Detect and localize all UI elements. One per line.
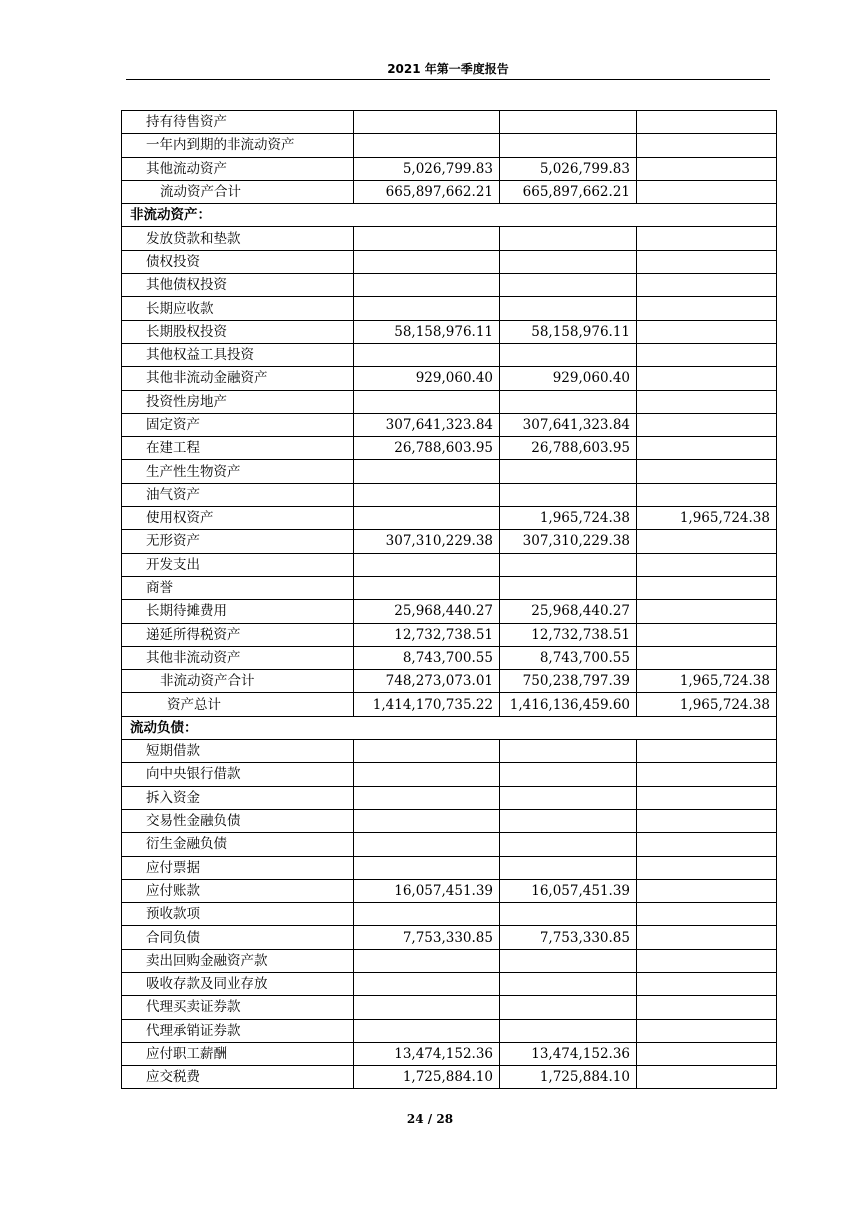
amount-cell-col3 [637,623,777,646]
row-label: 衍生金融负债 [122,833,354,856]
amount-cell-col2 [500,227,637,250]
row-label: 使用权资产 [122,507,354,530]
header-divider [126,79,770,80]
amount-cell-col3 [637,437,777,460]
amount-cell-col1: 25,968,440.27 [354,600,500,623]
amount-cell-col2 [500,111,637,134]
amount-cell-col1: 665,897,662.21 [354,180,500,203]
amount-cell-col1 [354,833,500,856]
row-label: 应付票据 [122,856,354,879]
amount-cell-col2: 58,158,976.11 [500,320,637,343]
page-number: 24 / 28 [406,1112,454,1126]
row-label: 非流动资产合计 [122,670,354,693]
amount-cell-col2: 7,753,330.85 [500,926,637,949]
amount-cell-col1 [354,250,500,273]
amount-cell-col3 [637,227,777,250]
amount-cell-col1: 307,641,323.84 [354,413,500,436]
table-row [122,786,777,809]
amount-cell-col2: 12,732,738.51 [500,623,637,646]
table-row [122,134,777,157]
row-label: 生产性生物资产 [122,460,354,483]
row-label: 其他非流动资产 [122,646,354,669]
amount-cell-col3 [637,483,777,506]
row-label: 油气资产 [122,483,354,506]
amount-cell-col2 [500,297,637,320]
row-label: 资产总计 [122,693,354,716]
amount-cell-col2 [500,949,637,972]
amount-cell-col2 [500,763,637,786]
amount-cell-col3 [637,926,777,949]
amount-cell-col1: 1,725,884.10 [354,1066,500,1089]
table-row [122,437,777,460]
amount-cell-col1: 13,474,152.36 [354,1042,500,1065]
table-row [122,576,777,599]
amount-cell-col1 [354,507,500,530]
amount-cell-col3 [637,576,777,599]
amount-cell-col2 [500,390,637,413]
amount-cell-col1 [354,996,500,1019]
amount-cell-col3 [637,274,777,297]
amount-cell-col1 [354,903,500,926]
table-row [122,250,777,273]
row-label: 一年内到期的非流动资产 [122,134,354,157]
amount-cell-col1 [354,134,500,157]
amount-cell-col3 [637,367,777,390]
table-row [122,413,777,436]
table-row [122,180,777,203]
amount-cell-col1: 58,158,976.11 [354,320,500,343]
amount-cell-col3 [637,530,777,553]
row-label: 其他债权投资 [122,274,354,297]
amount-cell-col2: 25,968,440.27 [500,600,637,623]
row-label: 应付职工薪酬 [122,1042,354,1065]
table-row [122,1042,777,1065]
amount-cell-col1 [354,576,500,599]
table-row [122,763,777,786]
amount-cell-col1 [354,949,500,972]
amount-cell-col3 [637,180,777,203]
amount-cell-col2 [500,343,637,366]
table-row [122,949,777,972]
amount-cell-col2 [500,786,637,809]
table-row [122,740,777,763]
amount-cell-col3 [637,879,777,902]
amount-cell-col2 [500,460,637,483]
row-label: 长期待摊费用 [122,600,354,623]
section-heading: 非流动资产： [122,204,777,227]
amount-cell-col3 [637,390,777,413]
amount-cell-col2: 665,897,662.21 [500,180,637,203]
amount-cell-col2 [500,483,637,506]
amount-cell-col1 [354,343,500,366]
amount-cell-col3 [637,809,777,832]
table-row [122,926,777,949]
amount-cell-col1 [354,553,500,576]
row-label: 债权投资 [122,250,354,273]
table-row [122,833,777,856]
amount-cell-col2 [500,553,637,576]
amount-cell-col1 [354,227,500,250]
amount-cell-col2: 1,416,136,459.60 [500,693,637,716]
amount-cell-col2 [500,903,637,926]
table-row [122,530,777,553]
amount-cell-col2 [500,576,637,599]
amount-cell-col2: 307,310,229.38 [500,530,637,553]
table-row [122,972,777,995]
amount-cell-col2 [500,972,637,995]
amount-cell-col3: 1,965,724.38 [637,507,777,530]
row-label: 卖出回购金融资产款 [122,949,354,972]
amount-cell-col1 [354,972,500,995]
table-row [122,320,777,343]
row-label: 其他流动资产 [122,157,354,180]
amount-cell-col2 [500,856,637,879]
row-label: 应交税费 [122,1066,354,1089]
amount-cell-col2: 13,474,152.36 [500,1042,637,1065]
amount-cell-col3 [637,343,777,366]
amount-cell-col1: 26,788,603.95 [354,437,500,460]
amount-cell-col3 [637,320,777,343]
amount-cell-col1 [354,111,500,134]
row-label: 吸收存款及同业存放 [122,972,354,995]
table-row [122,903,777,926]
row-label: 在建工程 [122,437,354,460]
amount-cell-col2 [500,996,637,1019]
row-label: 其他权益工具投资 [122,343,354,366]
amount-cell-col1 [354,483,500,506]
amount-cell-col1: 929,060.40 [354,367,500,390]
amount-cell-col3 [637,553,777,576]
amount-cell-col3 [637,1019,777,1042]
table-row [122,553,777,576]
amount-cell-col2: 1,725,884.10 [500,1066,637,1089]
amount-cell-col1 [354,856,500,879]
amount-cell-col3 [637,111,777,134]
amount-cell-col1 [354,740,500,763]
table-row [122,1066,777,1089]
row-label: 短期借款 [122,740,354,763]
balance-sheet-table [121,110,777,1089]
amount-cell-col1 [354,763,500,786]
row-label: 交易性金融负债 [122,809,354,832]
row-label: 代理承销证券款 [122,1019,354,1042]
amount-cell-col3 [637,600,777,623]
table-row [122,879,777,902]
row-label: 商誉 [122,576,354,599]
table-row [122,623,777,646]
amount-cell-col3 [637,996,777,1019]
row-label: 应付账款 [122,879,354,902]
amount-cell-col3 [637,786,777,809]
row-label: 流动资产合计 [122,180,354,203]
amount-cell-col3: 1,965,724.38 [637,693,777,716]
table-row [122,157,777,180]
table-row [122,600,777,623]
amount-cell-col2: 1,965,724.38 [500,507,637,530]
amount-cell-col1: 7,753,330.85 [354,926,500,949]
amount-cell-col2: 307,641,323.84 [500,413,637,436]
amount-cell-col3 [637,1042,777,1065]
table-row [122,483,777,506]
amount-cell-col3 [637,972,777,995]
amount-cell-col3 [637,413,777,436]
row-label: 其他非流动金融资产 [122,367,354,390]
row-label: 固定资产 [122,413,354,436]
amount-cell-col3: 1,965,724.38 [637,670,777,693]
balance-sheet-body [122,111,777,1089]
table-row [122,693,777,716]
row-label: 发放贷款和垫款 [122,227,354,250]
amount-cell-col1 [354,786,500,809]
amount-cell-col1 [354,390,500,413]
amount-cell-col1: 1,414,170,735.22 [354,693,500,716]
table-row [122,367,777,390]
amount-cell-col2 [500,274,637,297]
table-row [122,390,777,413]
amount-cell-col1 [354,1019,500,1042]
table-row [122,646,777,669]
amount-cell-col1 [354,460,500,483]
amount-cell-col3 [637,157,777,180]
row-label: 拆入资金 [122,786,354,809]
table-section-row [122,716,777,739]
table-row [122,670,777,693]
amount-cell-col2: 5,026,799.83 [500,157,637,180]
amount-cell-col3 [637,646,777,669]
table-row [122,856,777,879]
row-label: 代理买卖证券款 [122,996,354,1019]
amount-cell-col2: 16,057,451.39 [500,879,637,902]
row-label: 向中央银行借款 [122,763,354,786]
amount-cell-col1: 307,310,229.38 [354,530,500,553]
report-header-title: 2021 年第一季度报告 [387,62,509,76]
amount-cell-col2 [500,809,637,832]
amount-cell-col3 [637,856,777,879]
amount-cell-col3 [637,949,777,972]
amount-cell-col1 [354,297,500,320]
row-label: 开发支出 [122,553,354,576]
amount-cell-col2: 750,238,797.39 [500,670,637,693]
amount-cell-col3 [637,740,777,763]
amount-cell-col3 [637,833,777,856]
row-label: 持有待售资产 [122,111,354,134]
row-label: 合同负债 [122,926,354,949]
table-row [122,343,777,366]
table-row [122,227,777,250]
amount-cell-col1 [354,274,500,297]
amount-cell-col1 [354,809,500,832]
row-label: 预收款项 [122,903,354,926]
row-label: 长期应收款 [122,297,354,320]
table-row [122,297,777,320]
amount-cell-col1: 12,732,738.51 [354,623,500,646]
amount-cell-col3 [637,460,777,483]
table-row [122,1019,777,1042]
amount-cell-col2 [500,833,637,856]
amount-cell-col1: 748,273,073.01 [354,670,500,693]
amount-cell-col2 [500,250,637,273]
row-label: 投资性房地产 [122,390,354,413]
amount-cell-col2: 26,788,603.95 [500,437,637,460]
table-section-row [122,204,777,227]
amount-cell-col2 [500,1019,637,1042]
table-row [122,507,777,530]
table-row [122,111,777,134]
amount-cell-col1: 16,057,451.39 [354,879,500,902]
amount-cell-col3 [637,1066,777,1089]
amount-cell-col2: 929,060.40 [500,367,637,390]
amount-cell-col2: 8,743,700.55 [500,646,637,669]
row-label: 无形资产 [122,530,354,553]
table-row [122,809,777,832]
row-label: 递延所得税资产 [122,623,354,646]
amount-cell-col1: 5,026,799.83 [354,157,500,180]
amount-cell-col1: 8,743,700.55 [354,646,500,669]
amount-cell-col3 [637,250,777,273]
row-label: 长期股权投资 [122,320,354,343]
amount-cell-col3 [637,763,777,786]
amount-cell-col3 [637,134,777,157]
table-row [122,274,777,297]
table-row [122,460,777,483]
amount-cell-col2 [500,740,637,763]
table-row [122,996,777,1019]
amount-cell-col3 [637,903,777,926]
amount-cell-col2 [500,134,637,157]
amount-cell-col3 [637,297,777,320]
section-heading: 流动负债： [122,716,777,739]
